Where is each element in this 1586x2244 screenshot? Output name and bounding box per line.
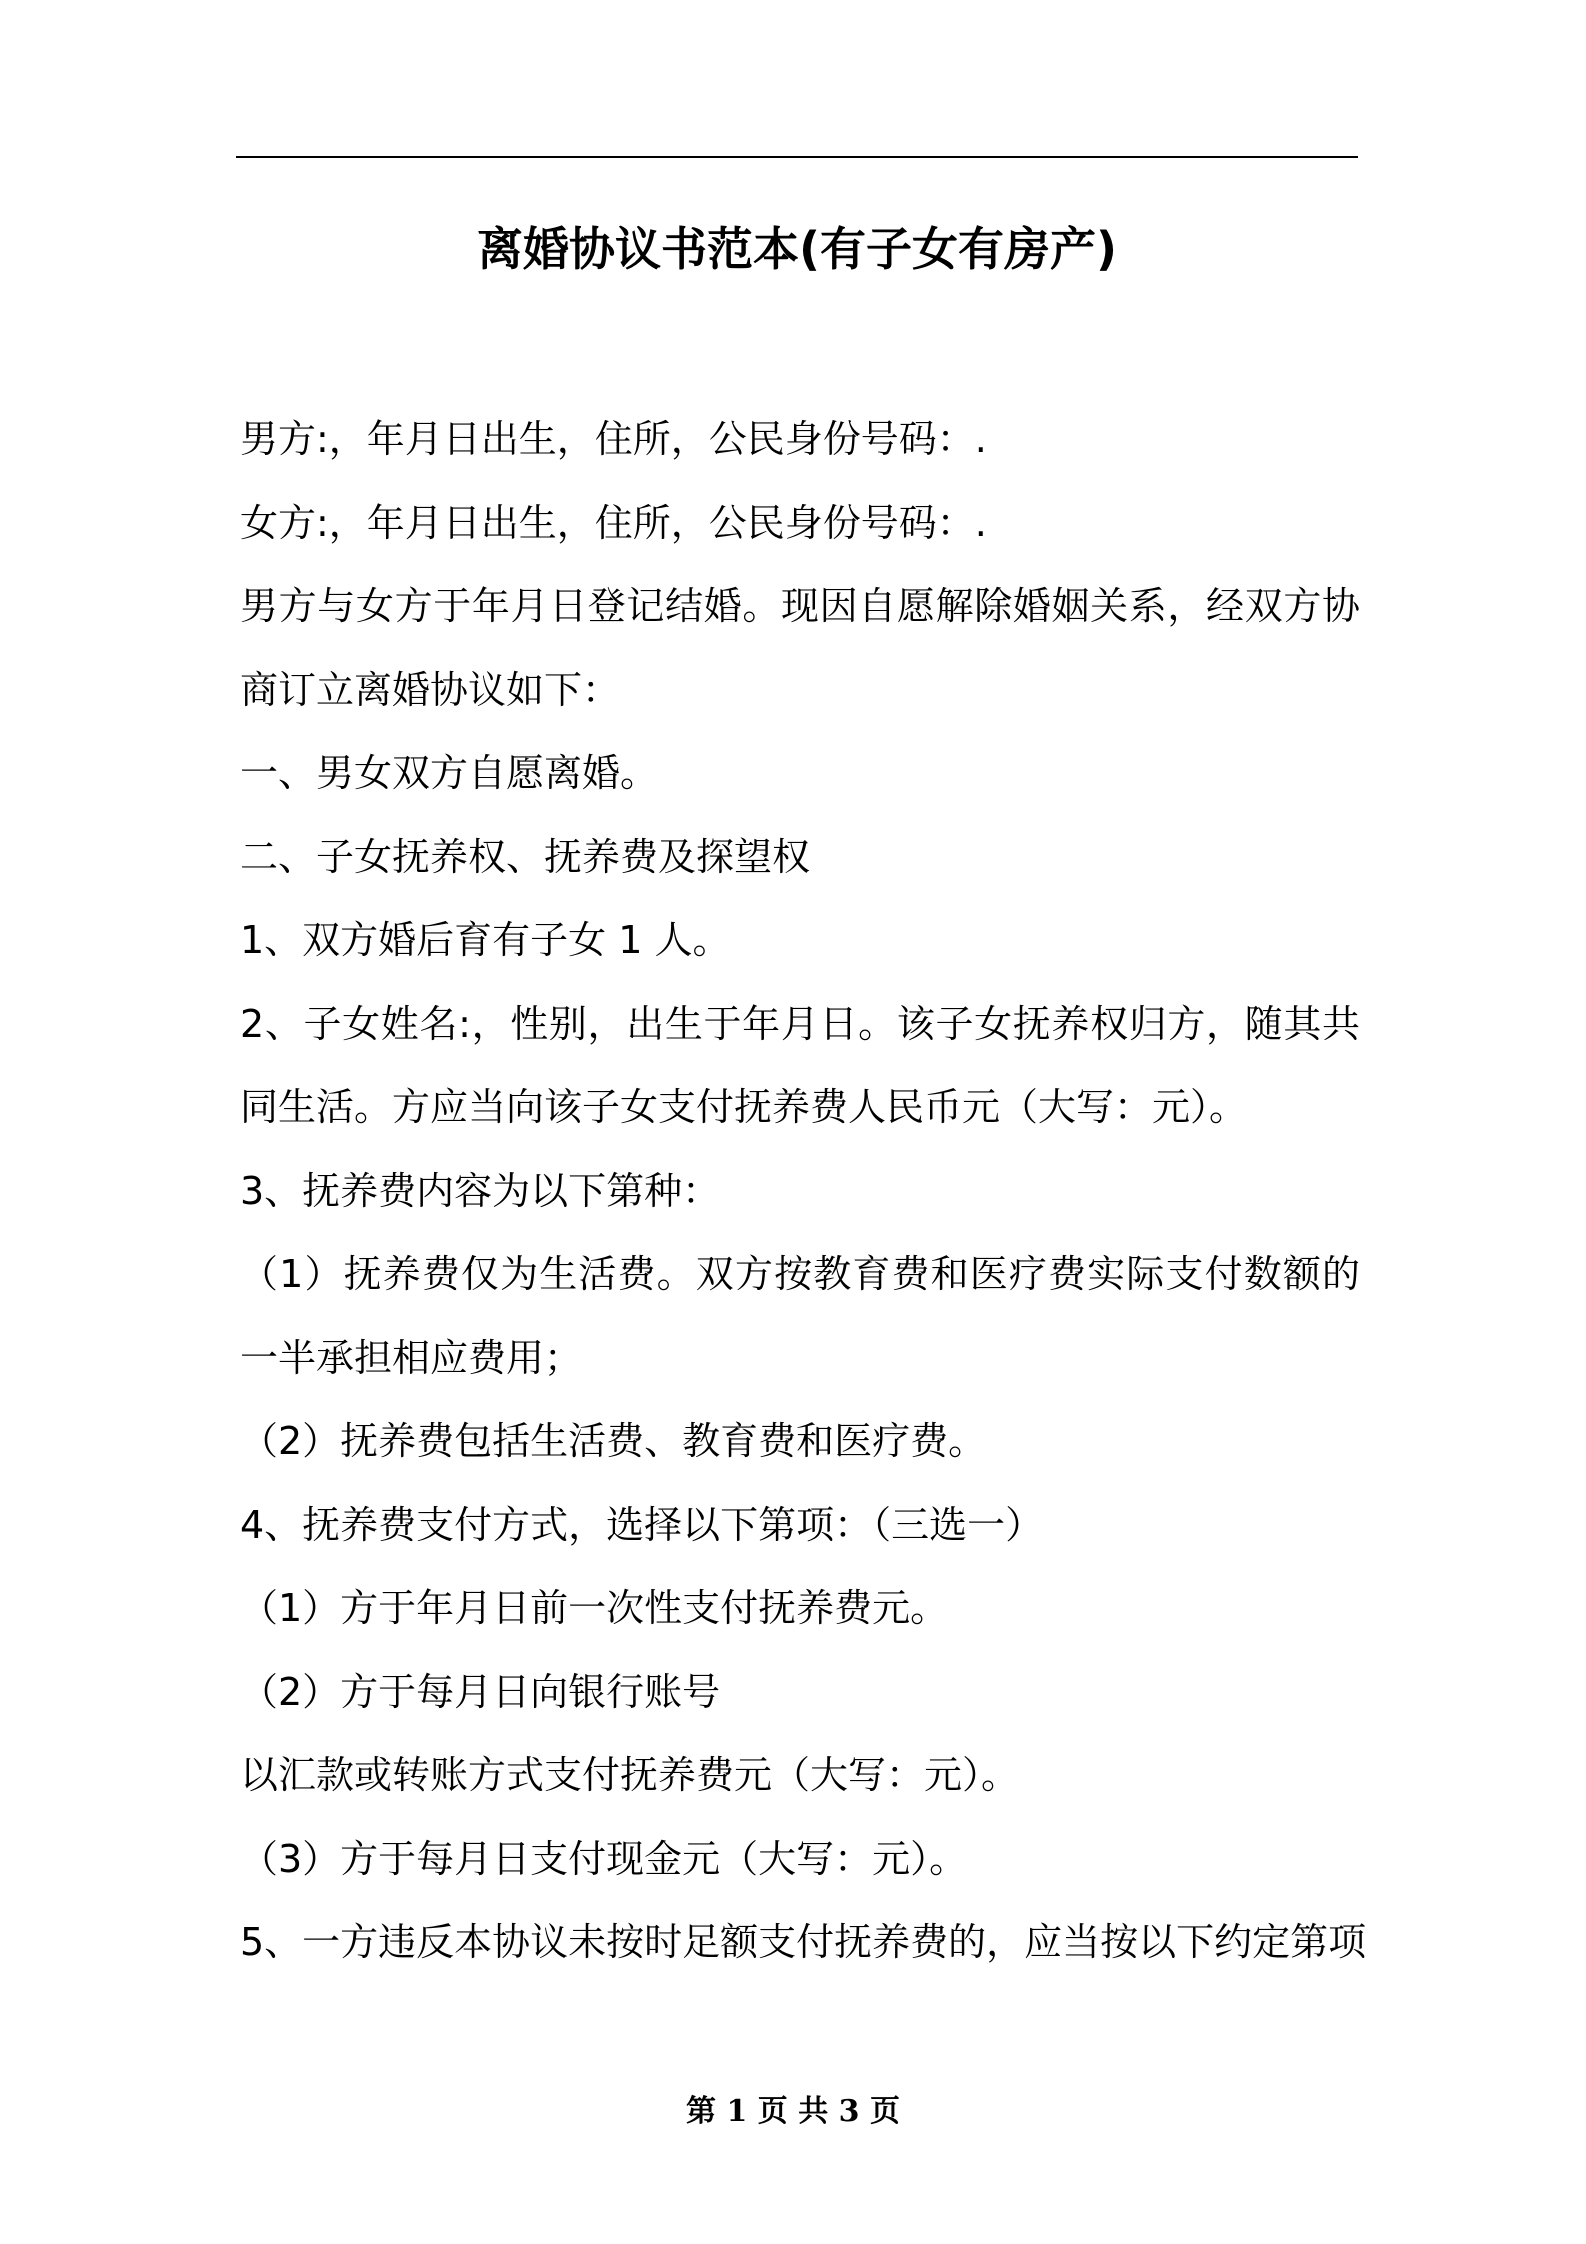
paragraph-item-4-option-1: （1）方于年月日前一次性支付抚养费元。 [240, 1586, 949, 1630]
paragraph-item-5: 5、一方违反本协议未按时足额支付抚养费的，应当按以下约定第项 [240, 1920, 1367, 1964]
document-title: 离婚协议书范本(有子女有房产) [476, 222, 1118, 276]
document-body [240, 398, 1367, 1985]
paragraph-item-4: 4、抚养费支付方式，选择以下第项：（三选一） [240, 1502, 1044, 1547]
paragraph-clause-2-heading: 二、子女抚养权、抚养费及探望权 [240, 834, 811, 879]
paragraph-preamble: 男方与女方于年月日登记结婚。现因自愿解除婚姻关系，经双方协商订立离婚协议如下： [240, 584, 1360, 712]
paragraph-item-1: 1、双方婚后育有子女 1 人。 [240, 918, 731, 962]
paragraph-item-4-option-2: （2）方于每月日向银行账号 [240, 1669, 721, 1714]
paragraph-item-3-option-1: （1）抚养费仅为生活费。双方按教育费和医疗费实际支付数额的一半承担相应费用； [240, 1252, 1360, 1380]
header-rule [236, 156, 1358, 158]
paragraph-item-3: 3、抚养费内容为以下第种： [240, 1168, 721, 1213]
page-number: 第 1 页 共 3 页 [686, 2094, 900, 2129]
paragraph-clause-1: 一、男女双方自愿离婚。 [240, 751, 659, 795]
paragraph-wife-info: 女方:，年月日出生，住所，公民身份号码：. [240, 500, 987, 545]
paragraph-item-4-option-2-cont: 以汇款或转账方式支付抚养费元（大写：元）。 [240, 1753, 1020, 1797]
paragraph-husband-info: 男方:，年月日出生，住所，公民身份号码：. [240, 417, 987, 461]
paragraph-item-3-option-2: （2）抚养费包括生活费、教育费和医疗费。 [240, 1419, 987, 1463]
paragraph-item-2: 2、子女姓名:，性别，出生于年月日。该子女抚养权归方，随其共同生活。方应当向该子女支付抚养费人民币元（大写：元）。 [240, 1001, 1360, 1129]
paragraph-item-4-option-3: （3）方于每月日支付现金元（大写：元）。 [240, 1836, 968, 1881]
